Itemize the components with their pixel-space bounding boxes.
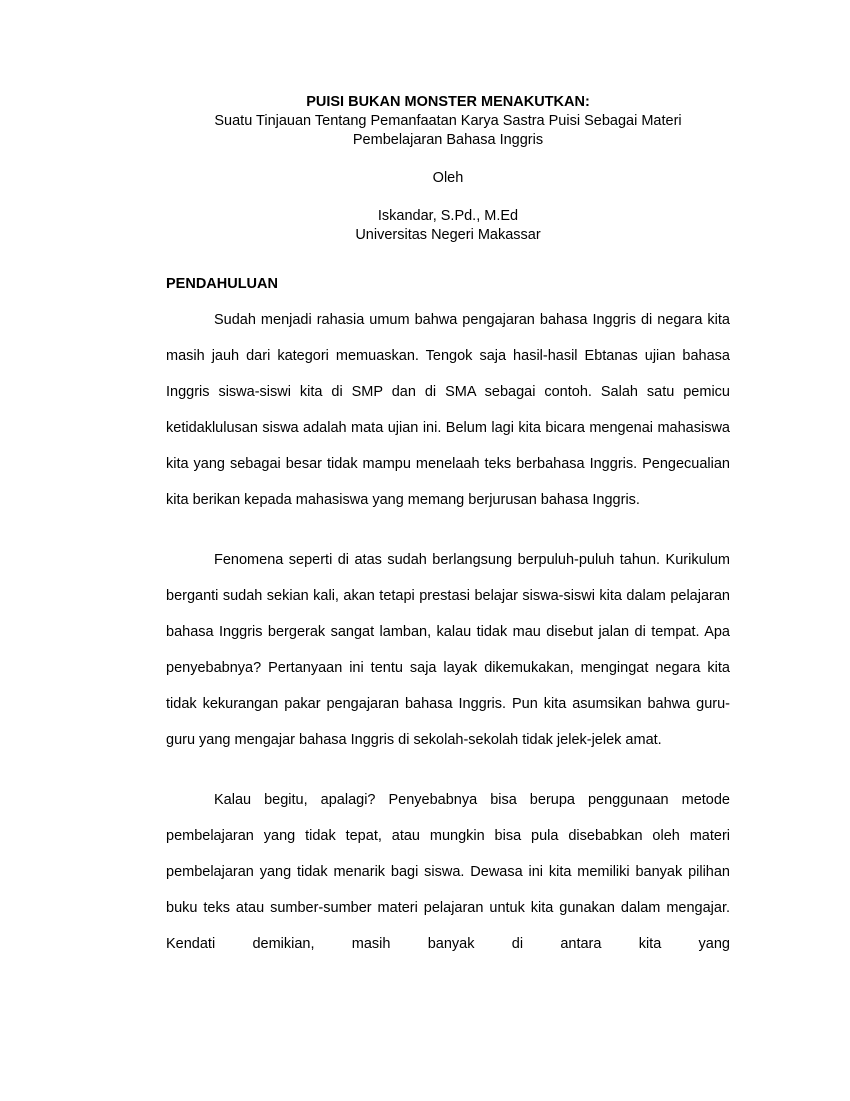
paragraph-1: Sudah menjadi rahasia umum bahwa pengajaran bahasa Inggris di negara kita masih jauh dari kategori memuaskan. Tengok saja hasil-hasil Ebtanas ujian bahasa Inggris siswa-siswi kita di SMP dan di SMA sebagai contoh. Salah satu pemicu ketidaklulusan siswa adalah mata ujian ini. Belum lagi kita bicara mengenai mahasiswa kita yang sebagai besar tidak mampu menelaah teks berbahasa Inggris. Pengecualian kita berikan kepada mahasiswa yang memang berjurusan bahasa Inggris.: [166, 312, 730, 508]
author-name: Iskandar, S.Pd., M.Ed: [377, 208, 519, 224]
body-text: [166, 302, 730, 962]
paragraph-3: Kalau begitu, apalagi? Penyebabnya bisa berupa penggunaan metode pembelajaran yang tidak tepat, atau mungkin bisa pula disebabkan oleh materi pembelajaran yang tidak menarik bagi siswa. Dewasa ini kita memiliki banyak pilihan buku teks atau sumber-sumber materi pelajaran untuk kita gunakan dalam mengajar. Kendati demikian, masih banyak di antara kita yang: [166, 792, 730, 952]
document-title: PUISI BUKAN MONSTER MENAKUTKAN:: [306, 94, 590, 110]
section-heading: PENDAHULUAN: [166, 276, 278, 292]
document-subtitle-line-1: Suatu Tinjauan Tentang Pemanfaatan Karya Sastra Puisi Sebagai Materi: [214, 113, 682, 129]
document-header: [166, 93, 730, 245]
document-subtitle-line-2: Pembelajaran Bahasa Inggris: [352, 132, 544, 148]
by-label: Oleh: [432, 170, 464, 186]
paragraph-2: Fenomena seperti di atas sudah berlangsung berpuluh-puluh tahun. Kurikulum berganti sudah sekian kali, akan tetapi prestasi belajar siswa-siswi kita dalam pelajaran bahasa Inggris bergerak sangat lamban, kalau tidak mau disebut jalan di tempat. Apa penyebabnya? Pertanyaan ini tentu saja layak dikemukakan, mengingat negara kita tidak kekurangan pakar pengajaran bahasa Inggris. Pun kita asumsikan bahwa guru-guru yang mengajar bahasa Inggris di sekolah-sekolah tidak jelek-jelek amat.: [166, 552, 730, 748]
author-affiliation: Universitas Negeri Makassar: [355, 227, 541, 243]
